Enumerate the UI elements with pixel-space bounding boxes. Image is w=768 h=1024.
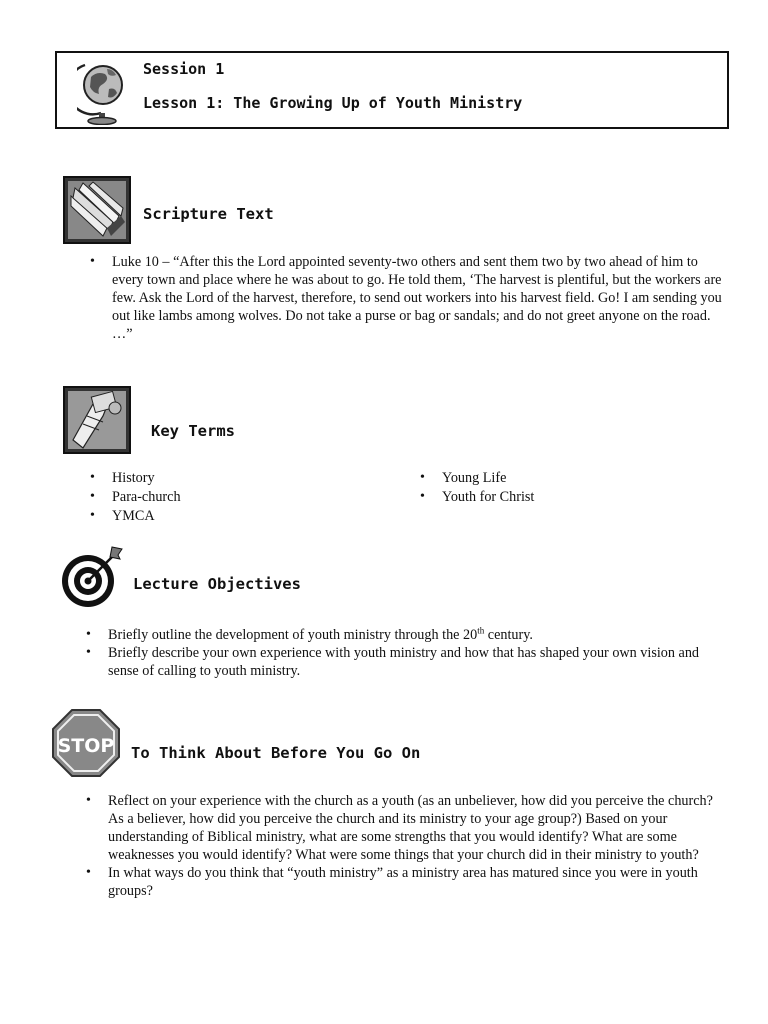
list-item [86, 626, 730, 644]
list-item: • Reflect on your experience with the church as a youth (as an unbeliever, how did you perceive the church? As a believer, how did you perceive the church and its ministry to your age group?) Based on your understanding of Biblical ministry, what are some strengths that you would identify? What are some weaknesses you would identify? What were some things that your church did in their ministry to youth? [86, 792, 730, 864]
think-section-title: To Think About Before You Go On [131, 744, 421, 762]
list-item: • YMCA [90, 507, 390, 525]
key-terms-list-right [420, 469, 720, 506]
list-item: • History [90, 469, 390, 487]
objectives-list [86, 626, 730, 680]
list-item: • Para-church [90, 488, 390, 506]
bible-icon [63, 176, 131, 244]
stop-sign-text: STOP [57, 735, 115, 757]
scripture-section-title: Scripture Text [143, 205, 274, 223]
dictionary-icon [63, 386, 131, 454]
objective-text: Briefly outline the development of youth ministry through the 20 [108, 627, 478, 643]
superscript: th [477, 625, 485, 636]
think-list [86, 792, 730, 900]
list-item: • Youth for Christ [420, 488, 720, 506]
stop-sign-icon [52, 709, 120, 777]
session-label: Session 1 [143, 60, 225, 78]
list-item: • In what ways do you think that “youth ministry” as a ministry area has matured since you were in youth groups? [86, 864, 730, 900]
list-item: • Young Life [420, 469, 720, 487]
globe-icon [77, 57, 123, 125]
scripture-list [90, 253, 730, 343]
list-item: • Luke 10 – “After this the Lord appointed seventy-two others and sent them two by two ahead of him to every town and place where he was about to go. He told them, ‘The harvest is plentiful, but the workers are few. Ask the Lord of the harvest, therefore, to send out workers into his harvest field. Go! I am sending you out like lambs among wolves. Do not take a purse or bag or sandals; and do not greet anyone on the road. …” [90, 253, 730, 343]
list-item: • Briefly describe your own experience with youth ministry and how that has shaped your own vision and sense of calling to youth ministry. [86, 644, 730, 680]
key-terms-list-left [90, 469, 390, 525]
key-terms-section-title: Key Terms [151, 422, 235, 440]
lesson-header [55, 51, 729, 129]
objective-text-end: century. [484, 627, 533, 643]
target-icon [60, 543, 126, 609]
objectives-section-title: Lecture Objectives [133, 575, 301, 593]
lesson-title: Lesson 1: The Growing Up of Youth Ministry [143, 94, 523, 112]
